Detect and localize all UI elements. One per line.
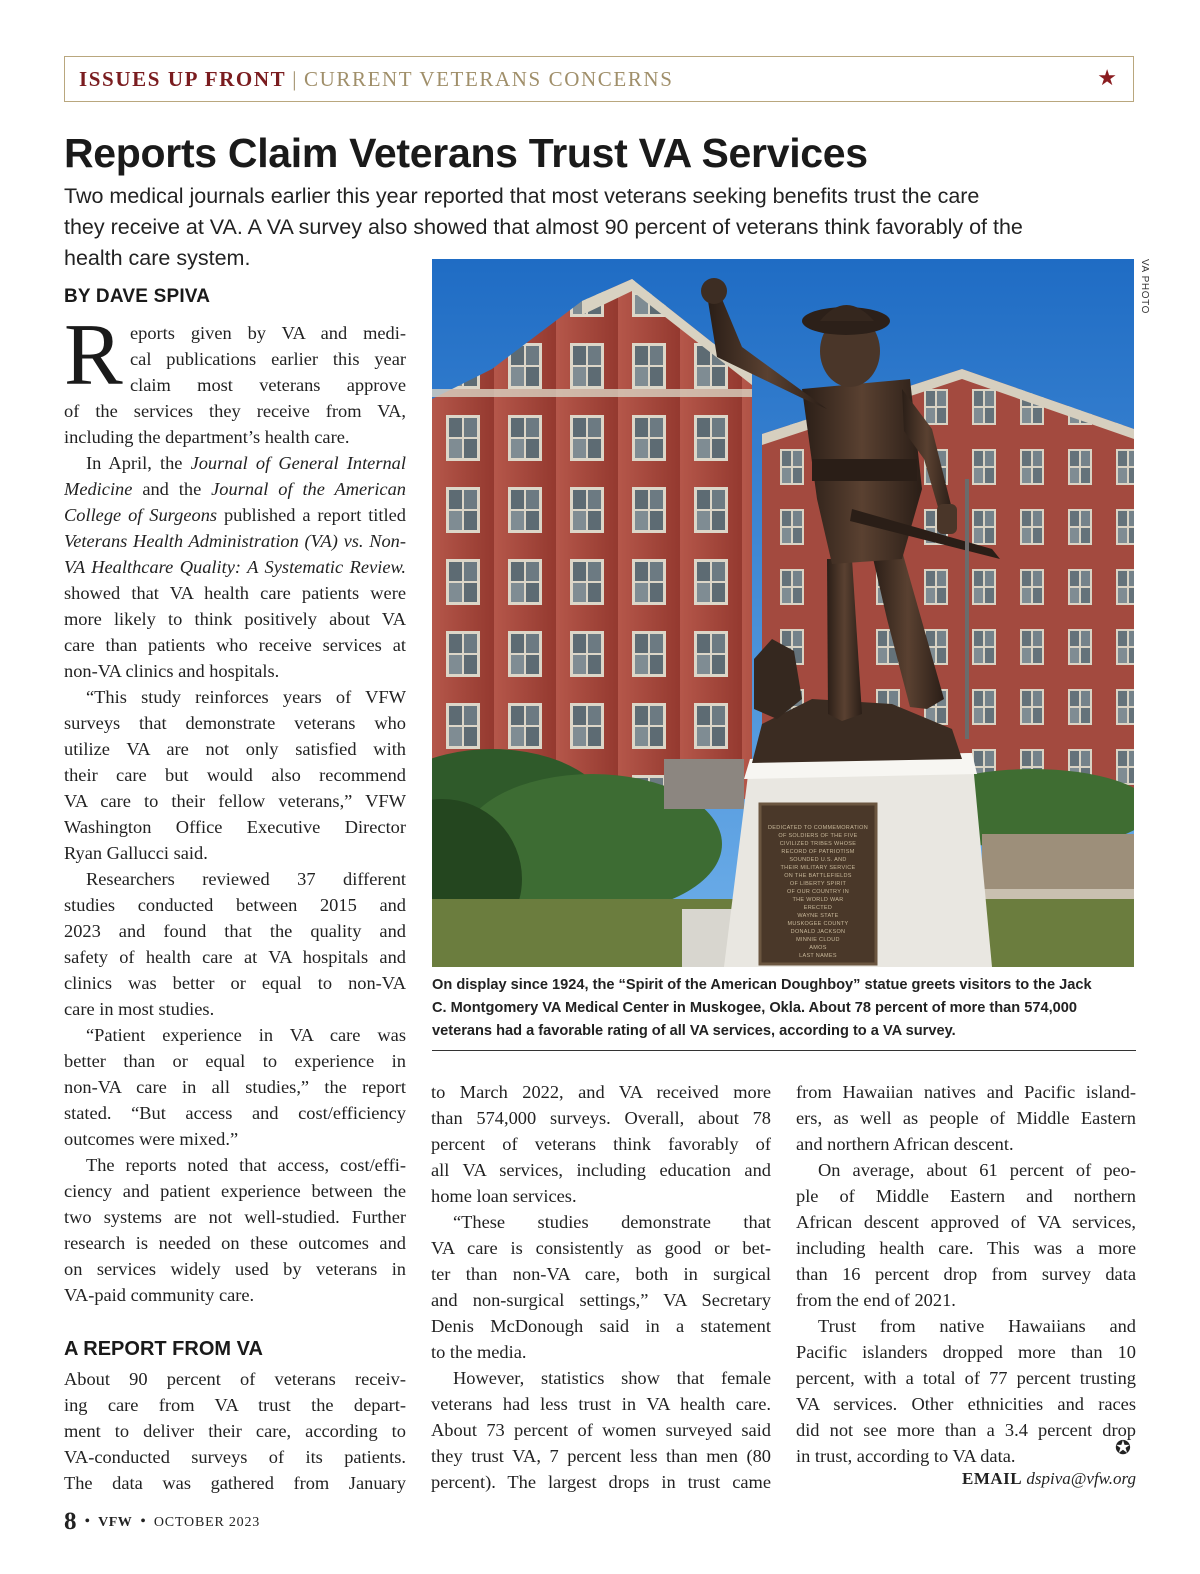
text-line: VA care to their fellow veterans,” VFW <box>64 791 406 811</box>
section-header <box>64 56 1134 102</box>
article-column-1 <box>64 320 406 1308</box>
text-line: ciency and patient experience between the <box>64 1181 406 1201</box>
text-line: home loan services. <box>431 1186 577 1206</box>
text-line: than 16 percent drop from survey data <box>796 1264 1136 1284</box>
text-line: VA care is consistently as good or bet- <box>431 1238 771 1258</box>
article-headline: Reports Claim Veterans Trust VA Services <box>64 130 868 176</box>
text-line: surveys that demonstrate veterans who <box>64 713 406 733</box>
star-icon: ★ <box>1097 65 1117 90</box>
plaque-line: AMOS <box>809 945 827 951</box>
caption-line: veterans had a favorable rating of all VA services, according to a VA survey. <box>432 1023 956 1039</box>
photo-credit <box>1138 259 1152 319</box>
plaque-line: LAST NAMES <box>799 953 837 959</box>
section-label <box>79 67 673 92</box>
text-line: their care but would also recommend <box>64 765 406 785</box>
text-line: ment to deliver their care, according to <box>64 1421 406 1441</box>
text-line: Denis McDonough said in a statement <box>431 1316 771 1336</box>
plaque-line: WAYNE STATE <box>797 913 839 919</box>
text-line: About 73 percent of women surveyed said <box>431 1420 771 1440</box>
issue-date: OCTOBER 2023 <box>153 1515 261 1530</box>
plaque-line: OF OUR COUNTRY IN <box>786 889 850 895</box>
photo-credit-text: VA PHOTO <box>1139 259 1150 315</box>
text-line: ers, as well as people of Middle Eastern <box>796 1108 1136 1128</box>
author-email <box>962 1469 1136 1489</box>
dek-line: they receive at VA. A VA survey also showed that almost 90 percent of veterans think favorably of the <box>64 215 1023 239</box>
text-line: non-VA clinics and hospitals. <box>64 661 280 681</box>
text-line: studies conducted between 2015 and <box>64 895 406 915</box>
text-line: In April, the Journal of General Internal <box>86 453 406 473</box>
text-line: on services widely used by veterans in <box>64 1259 406 1279</box>
subhead: A REPORT FROM VA <box>64 1338 263 1360</box>
plaque-line: CIVILIZED TRIBES WHOSE <box>779 841 857 847</box>
text-line: including the department’s health care. <box>64 427 350 447</box>
statue-photo <box>432 259 1134 967</box>
text-line: VA Healthcare Quality: A Systematic Review. <box>64 557 406 577</box>
text-line: of the services they receive from VA, <box>64 401 406 421</box>
text-line: Ryan Gallucci said. <box>64 843 208 863</box>
plaque-line: ERECTED <box>803 905 833 911</box>
text-line: ing care from VA trust the depart- <box>64 1395 406 1415</box>
text-line: care in most studies. <box>64 999 215 1019</box>
text-line: better than or equal to experience in <box>64 1051 406 1071</box>
dek-line: Two medical journals earlier this year reported that most veterans seeking benefits trust the care <box>64 184 980 208</box>
text-line: About 90 percent of veterans receiv- <box>64 1369 406 1389</box>
plaque-line: SOUNDED U.S. AND <box>789 857 847 863</box>
byline: BY DAVE SPIVA <box>64 286 211 307</box>
page-folio <box>64 1508 260 1536</box>
text-line: all VA services, including education and <box>431 1160 771 1180</box>
text-line: ter than non-VA care, both in surgical <box>431 1264 771 1284</box>
email-address[interactable]: dspiva@vfw.org <box>1026 1469 1136 1488</box>
text-line: from Hawaiian natives and Pacific island- <box>796 1082 1136 1102</box>
text-line: Washington Office Executive Director <box>64 817 406 837</box>
text-line: outcomes were mixed.” <box>64 1129 239 1149</box>
page-number: 8 <box>64 1508 77 1535</box>
text-line: claim most veterans approve <box>130 375 406 395</box>
article-column-1-continued <box>64 1366 406 1496</box>
text-line: eports given by VA and medi- <box>130 323 406 343</box>
text-line: “This study reinforces years of VFW <box>86 687 406 707</box>
plaque-line: OF SOLDIERS OF THE FIVE <box>778 833 858 839</box>
text-line: College of Surgeons published a report titled <box>64 505 406 525</box>
text-line: VA-conducted surveys of its patients. <box>64 1447 406 1467</box>
text-line: The reports noted that access, cost/effi- <box>86 1155 406 1175</box>
text-line: care than patients who receive services at <box>64 635 406 655</box>
text-line: safety of health care at VA hospitals and <box>64 947 406 967</box>
text-line: 2023 and found that the quality and <box>64 921 406 941</box>
text-line: Pacific islanders dropped more than 10 <box>796 1342 1136 1362</box>
text-line: On average, about 61 percent of peo- <box>818 1160 1136 1180</box>
text-line: research is needed on these outcomes and <box>64 1233 406 1253</box>
text-line: more likely to think positively about VA <box>64 609 406 629</box>
text-line: “Patient experience in VA care was <box>86 1025 406 1045</box>
text-line: non-VA care in all studies,” the report <box>64 1077 406 1097</box>
section-main-label: ISSUES UP FRONT <box>79 67 287 91</box>
magazine-name: VFW <box>98 1515 133 1530</box>
plaque-line: THE WORLD WAR <box>792 897 844 903</box>
text-line: utilize VA are not only satisfied with <box>64 739 406 759</box>
text-line: than 574,000 surveys. Overall, about 78 <box>431 1108 771 1128</box>
end-mark-icon: ✪ <box>1115 1438 1131 1459</box>
text-line: they trust VA, 7 percent less than men (80 <box>431 1446 771 1466</box>
text-line: The data was gathered from January <box>64 1473 406 1493</box>
text-line: “These studies demonstrate that <box>453 1212 771 1232</box>
text-line: Veterans Health Administration (VA) vs. Non- <box>64 531 406 551</box>
plaque-line: MUSKOGEE COUNTY <box>787 921 849 927</box>
caption-line: C. Montgomery VA Medical Center in Muskogee, Okla. About 78 percent of more than 574,000 <box>432 1000 1077 1016</box>
text-line: VA services. Other ethnicities and races <box>796 1394 1136 1414</box>
section-separator: | <box>292 67 299 91</box>
plaque-line: THEIR MILITARY SERVICE <box>780 865 856 871</box>
text-line: percent). The largest drops in trust came <box>431 1472 771 1492</box>
text-line: Researchers reviewed 37 different <box>86 869 406 889</box>
text-line: African descent approved of VA services, <box>796 1212 1136 1232</box>
drop-cap: R <box>64 307 123 404</box>
plaque-line: RECORD OF PATRIOTISM <box>781 849 855 855</box>
plaque-line: DONALD JACKSON <box>790 929 846 935</box>
caption-line: On display since 1924, the “Spirit of the American Doughboy” statue greets visitors to the Jack <box>432 977 1092 993</box>
plaque-line: ON THE BATTLEFIELDS <box>784 873 852 879</box>
caption-divider <box>432 1050 1136 1051</box>
plaque-line: OF LIBERTY SPIRIT <box>789 881 847 887</box>
text-line: ple of Middle Eastern and northern <box>796 1186 1136 1206</box>
photo-caption <box>432 974 1138 1043</box>
statue-photo-illustration <box>432 259 1134 967</box>
text-line: percent, with a total of 77 percent trusting <box>796 1368 1136 1388</box>
text-line: However, statistics show that female <box>453 1368 771 1388</box>
text-line: Medicine and the Journal of the American <box>64 479 406 499</box>
text-line: to March 2022, and VA received more <box>431 1082 771 1102</box>
text-line: from the end of 2021. <box>796 1290 956 1310</box>
article-column-3 <box>796 1079 1136 1469</box>
plaque-line: DEDICATED TO COMMEMORATION <box>768 825 868 831</box>
text-line: showed that VA health care patients were <box>64 583 406 603</box>
folio-dot: • <box>140 1513 146 1530</box>
article-column-2 <box>431 1079 771 1495</box>
text-line: clinics was better or equal to non-VA <box>64 973 406 993</box>
plaque-line: MINNIE CLOUD <box>796 937 840 943</box>
text-line: to the media. <box>431 1342 527 1362</box>
text-line: stated. “But access and cost/efficiency <box>64 1103 406 1123</box>
text-line: veterans had less trust in VA health care. <box>431 1394 771 1414</box>
text-line: in trust, according to VA data. <box>796 1446 1016 1466</box>
folio-dot: • <box>84 1513 91 1530</box>
text-line: and non-surgical settings,” VA Secretary <box>431 1290 771 1310</box>
text-line: percent of veterans think favorably of <box>431 1134 771 1154</box>
text-line: Trust from native Hawaiians and <box>818 1316 1136 1336</box>
text-line: including health care. This was a more <box>796 1238 1136 1258</box>
text-line: VA-paid community care. <box>64 1285 255 1305</box>
text-line: did not see more than a 3.4 percent drop <box>796 1420 1136 1440</box>
dek-line: health care system. <box>64 246 251 270</box>
text-line: cal publications earlier this year <box>130 349 406 369</box>
text-line: and northern African descent. <box>796 1134 1014 1154</box>
text-line: two systems are not well-studied. Further <box>64 1207 406 1227</box>
email-label: EMAIL <box>962 1469 1023 1488</box>
section-sub-label: CURRENT VETERANS CONCERNS <box>304 67 674 91</box>
